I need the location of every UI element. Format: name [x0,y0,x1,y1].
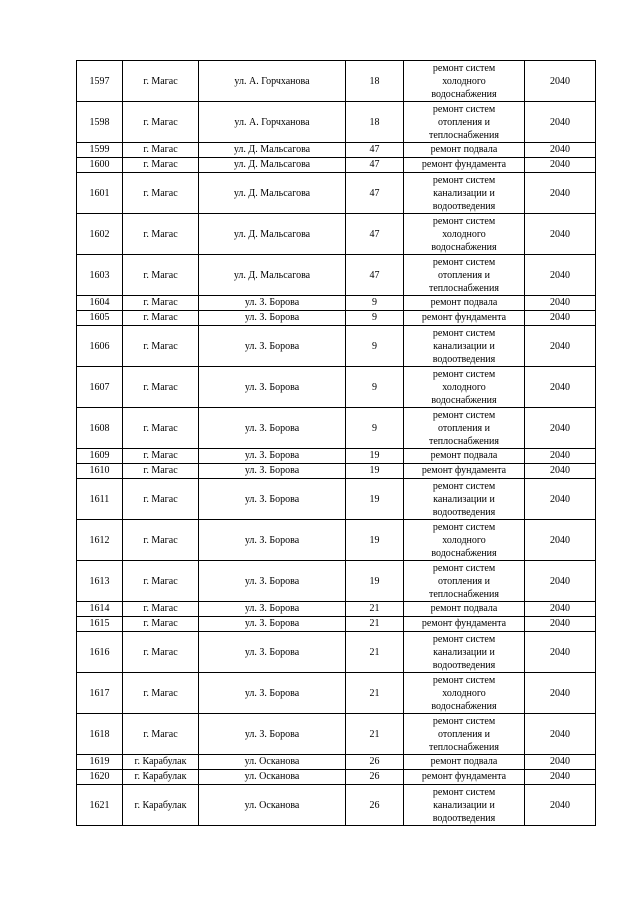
city-cell: г. Магас [123,617,199,632]
city-cell: г. Магас [123,296,199,311]
work-type-line: водоснабжения [431,547,497,559]
work-type-cell [404,464,525,479]
street-cell: ул. Д. Мальсагова [199,143,346,158]
row-number-cell: 1618 [77,714,123,755]
row-number-cell: 1621 [77,785,123,826]
table-row [77,326,596,367]
street-cell: ул. З. Борова [199,479,346,520]
street-cell: ул. З. Борова [199,311,346,326]
work-type-cell [404,102,525,143]
row-number-cell: 1614 [77,602,123,617]
year-cell: 2040 [525,520,596,561]
house-number-cell: 47 [346,255,404,296]
city-cell: г. Магас [123,602,199,617]
work-type-line: водоснабжения [431,88,497,100]
house-number-cell: 19 [346,561,404,602]
year-cell: 2040 [525,785,596,826]
row-number-cell: 1598 [77,102,123,143]
work-type-line: отопления и [437,422,491,434]
work-type-line: холодного [442,381,486,393]
work-type-line: ремонт систем [432,62,496,74]
work-type-line: канализации и [433,799,495,811]
table-row [77,102,596,143]
work-type-line: водоотведения [432,659,496,671]
year-cell: 2040 [525,158,596,173]
work-type-cell [404,408,525,449]
city-cell: г. Магас [123,255,199,296]
house-number-cell: 19 [346,464,404,479]
row-number-cell: 1602 [77,214,123,255]
work-type-line: ремонт подвала [430,450,498,461]
work-type-line: теплоснабжения [429,741,499,753]
house-number-cell: 9 [346,408,404,449]
table-row [77,770,596,785]
street-cell: ул. А. Горчханова [199,102,346,143]
house-number-cell: 21 [346,632,404,673]
year-cell: 2040 [525,561,596,602]
house-number-cell: 21 [346,673,404,714]
table-row [77,408,596,449]
table-row [77,311,596,326]
work-type-line: ремонт систем [432,368,496,380]
street-cell: ул. Осканова [199,785,346,826]
work-type-line: канализации и [433,493,495,505]
work-type-line: ремонт систем [432,480,496,492]
work-type-cell [404,255,525,296]
work-type-line: ремонт систем [432,409,496,421]
city-cell: г. Магас [123,632,199,673]
work-type-line: теплоснабжения [429,435,499,447]
city-cell: г. Магас [123,311,199,326]
city-cell: г. Карабулак [123,770,199,785]
year-cell: 2040 [525,464,596,479]
work-type-cell [404,520,525,561]
table-row [77,296,596,311]
street-cell: ул. А. Горчханова [199,61,346,102]
row-number-cell: 1597 [77,61,123,102]
year-cell: 2040 [525,326,596,367]
work-type-cell [404,770,525,785]
street-cell: ул. З. Борова [199,617,346,632]
year-cell: 2040 [525,673,596,714]
work-type-line: водоснабжения [431,700,497,712]
work-type-line: холодного [442,687,486,699]
city-cell: г. Магас [123,102,199,143]
street-cell: ул. Д. Мальсагова [199,214,346,255]
work-type-cell [404,326,525,367]
house-number-cell: 47 [346,143,404,158]
city-cell: г. Магас [123,561,199,602]
row-number-cell: 1616 [77,632,123,673]
row-number-cell: 1605 [77,311,123,326]
house-number-cell: 19 [346,520,404,561]
work-type-line: отопления и [437,116,491,128]
year-cell: 2040 [525,714,596,755]
work-type-line: холодного [442,228,486,240]
street-cell: ул. З. Борова [199,449,346,464]
row-number-cell: 1615 [77,617,123,632]
house-number-cell: 19 [346,449,404,464]
table-row [77,464,596,479]
work-type-line: ремонт систем [432,715,496,727]
work-type-cell [404,296,525,311]
work-type-line: ремонт систем [432,174,496,186]
row-number-cell: 1617 [77,673,123,714]
city-cell: г. Магас [123,61,199,102]
street-cell: ул. З. Борова [199,520,346,561]
street-cell: ул. З. Борова [199,602,346,617]
house-number-cell: 26 [346,770,404,785]
street-cell: ул. Д. Мальсагова [199,158,346,173]
city-cell: г. Магас [123,326,199,367]
table-row [77,785,596,826]
street-cell: ул. З. Борова [199,632,346,673]
year-cell: 2040 [525,143,596,158]
work-type-line: ремонт систем [432,633,496,645]
city-cell: г. Магас [123,449,199,464]
city-cell: г. Магас [123,714,199,755]
work-type-line: ремонт систем [432,786,496,798]
street-cell: ул. З. Борова [199,326,346,367]
city-cell: г. Магас [123,158,199,173]
house-number-cell: 9 [346,296,404,311]
city-cell: г. Карабулак [123,755,199,770]
year-cell: 2040 [525,296,596,311]
work-type-cell [404,214,525,255]
year-cell: 2040 [525,311,596,326]
house-number-cell: 26 [346,785,404,826]
house-number-cell: 47 [346,214,404,255]
house-number-cell: 9 [346,326,404,367]
work-type-line: ремонт систем [432,327,496,339]
row-number-cell: 1613 [77,561,123,602]
work-type-line: отопления и [437,728,491,740]
year-cell: 2040 [525,61,596,102]
year-cell: 2040 [525,617,596,632]
house-number-cell: 26 [346,755,404,770]
house-number-cell: 9 [346,367,404,408]
street-cell: ул. Д. Мальсагова [199,255,346,296]
table-row [77,214,596,255]
row-number-cell: 1612 [77,520,123,561]
work-type-line: водоотведения [432,812,496,824]
work-type-cell [404,617,525,632]
work-type-cell [404,714,525,755]
city-cell: г. Магас [123,520,199,561]
work-type-line: канализации и [433,646,495,658]
work-type-line: водоотведения [432,506,496,518]
work-type-line: ремонт подвала [430,756,498,767]
work-type-cell [404,673,525,714]
table-row [77,173,596,214]
work-type-line: ремонт фундамента [421,312,507,323]
work-type-cell [404,367,525,408]
work-type-cell [404,173,525,214]
work-type-cell [404,449,525,464]
table-row [77,617,596,632]
row-number-cell: 1603 [77,255,123,296]
house-number-cell: 21 [346,617,404,632]
house-number-cell: 21 [346,602,404,617]
city-cell: г. Магас [123,673,199,714]
work-type-line: ремонт систем [432,562,496,574]
work-type-cell [404,561,525,602]
street-cell: ул. З. Борова [199,714,346,755]
row-number-cell: 1606 [77,326,123,367]
house-number-cell: 9 [346,311,404,326]
house-number-cell: 47 [346,158,404,173]
row-number-cell: 1599 [77,143,123,158]
table-row [77,561,596,602]
work-type-line: ремонт фундамента [421,159,507,170]
work-type-cell [404,479,525,520]
repair-schedule-table [76,60,596,826]
work-type-cell [404,143,525,158]
table-row [77,755,596,770]
work-type-line: водоснабжения [431,241,497,253]
table-row [77,673,596,714]
street-cell: ул. З. Борова [199,367,346,408]
year-cell: 2040 [525,173,596,214]
work-type-cell [404,158,525,173]
year-cell: 2040 [525,479,596,520]
table-row [77,632,596,673]
work-type-line: водоотведения [432,353,496,365]
house-number-cell: 47 [346,173,404,214]
street-cell: ул. Осканова [199,755,346,770]
city-cell: г. Магас [123,479,199,520]
year-cell: 2040 [525,214,596,255]
year-cell: 2040 [525,755,596,770]
street-cell: ул. З. Борова [199,464,346,479]
row-number-cell: 1601 [77,173,123,214]
year-cell: 2040 [525,408,596,449]
table-body [77,61,596,826]
work-type-line: ремонт подвала [430,297,498,308]
work-type-cell [404,632,525,673]
city-cell: г. Магас [123,143,199,158]
street-cell: ул. З. Борова [199,673,346,714]
house-number-cell: 21 [346,714,404,755]
row-number-cell: 1609 [77,449,123,464]
house-number-cell: 18 [346,61,404,102]
work-type-line: водоотведения [432,200,496,212]
work-type-cell [404,755,525,770]
year-cell: 2040 [525,602,596,617]
year-cell: 2040 [525,102,596,143]
row-number-cell: 1600 [77,158,123,173]
table-row [77,449,596,464]
work-type-line: ремонт фундамента [421,465,507,476]
table-row [77,143,596,158]
table-row [77,520,596,561]
city-cell: г. Магас [123,173,199,214]
table-row [77,158,596,173]
work-type-line: ремонт фундамента [421,771,507,782]
row-number-cell: 1611 [77,479,123,520]
work-type-line: водоснабжения [431,394,497,406]
row-number-cell: 1607 [77,367,123,408]
work-type-line: ремонт систем [432,103,496,115]
work-type-cell [404,311,525,326]
work-type-line: ремонт систем [432,215,496,227]
year-cell: 2040 [525,367,596,408]
table-row [77,714,596,755]
work-type-line: теплоснабжения [429,282,499,294]
work-type-line: ремонт систем [432,256,496,268]
work-type-cell [404,602,525,617]
table-row [77,479,596,520]
city-cell: г. Магас [123,408,199,449]
work-type-line: отопления и [437,269,491,281]
year-cell: 2040 [525,449,596,464]
row-number-cell: 1610 [77,464,123,479]
work-type-line: ремонт систем [432,674,496,686]
year-cell: 2040 [525,770,596,785]
table-row [77,61,596,102]
row-number-cell: 1608 [77,408,123,449]
table-row [77,255,596,296]
city-cell: г. Магас [123,367,199,408]
work-type-line: холодного [442,534,486,546]
house-number-cell: 19 [346,479,404,520]
street-cell: ул. З. Борова [199,408,346,449]
city-cell: г. Карабулак [123,785,199,826]
work-type-line: ремонт подвала [430,144,498,155]
work-type-line: холодного [442,75,486,87]
year-cell: 2040 [525,255,596,296]
city-cell: г. Магас [123,464,199,479]
street-cell: ул. З. Борова [199,561,346,602]
work-type-cell [404,61,525,102]
street-cell: ул. Осканова [199,770,346,785]
work-type-line: ремонт систем [432,521,496,533]
row-number-cell: 1619 [77,755,123,770]
table-row [77,367,596,408]
work-type-line: канализации и [433,187,495,199]
street-cell: ул. З. Борова [199,296,346,311]
row-number-cell: 1604 [77,296,123,311]
table-row [77,602,596,617]
row-number-cell: 1620 [77,770,123,785]
house-number-cell: 18 [346,102,404,143]
work-type-line: теплоснабжения [429,129,499,141]
work-type-cell [404,785,525,826]
work-type-line: теплоснабжения [429,588,499,600]
work-type-line: ремонт фундамента [421,618,507,629]
work-type-line: ремонт подвала [430,603,498,614]
city-cell: г. Магас [123,214,199,255]
year-cell: 2040 [525,632,596,673]
work-type-line: канализации и [433,340,495,352]
street-cell: ул. Д. Мальсагова [199,173,346,214]
work-type-line: отопления и [437,575,491,587]
